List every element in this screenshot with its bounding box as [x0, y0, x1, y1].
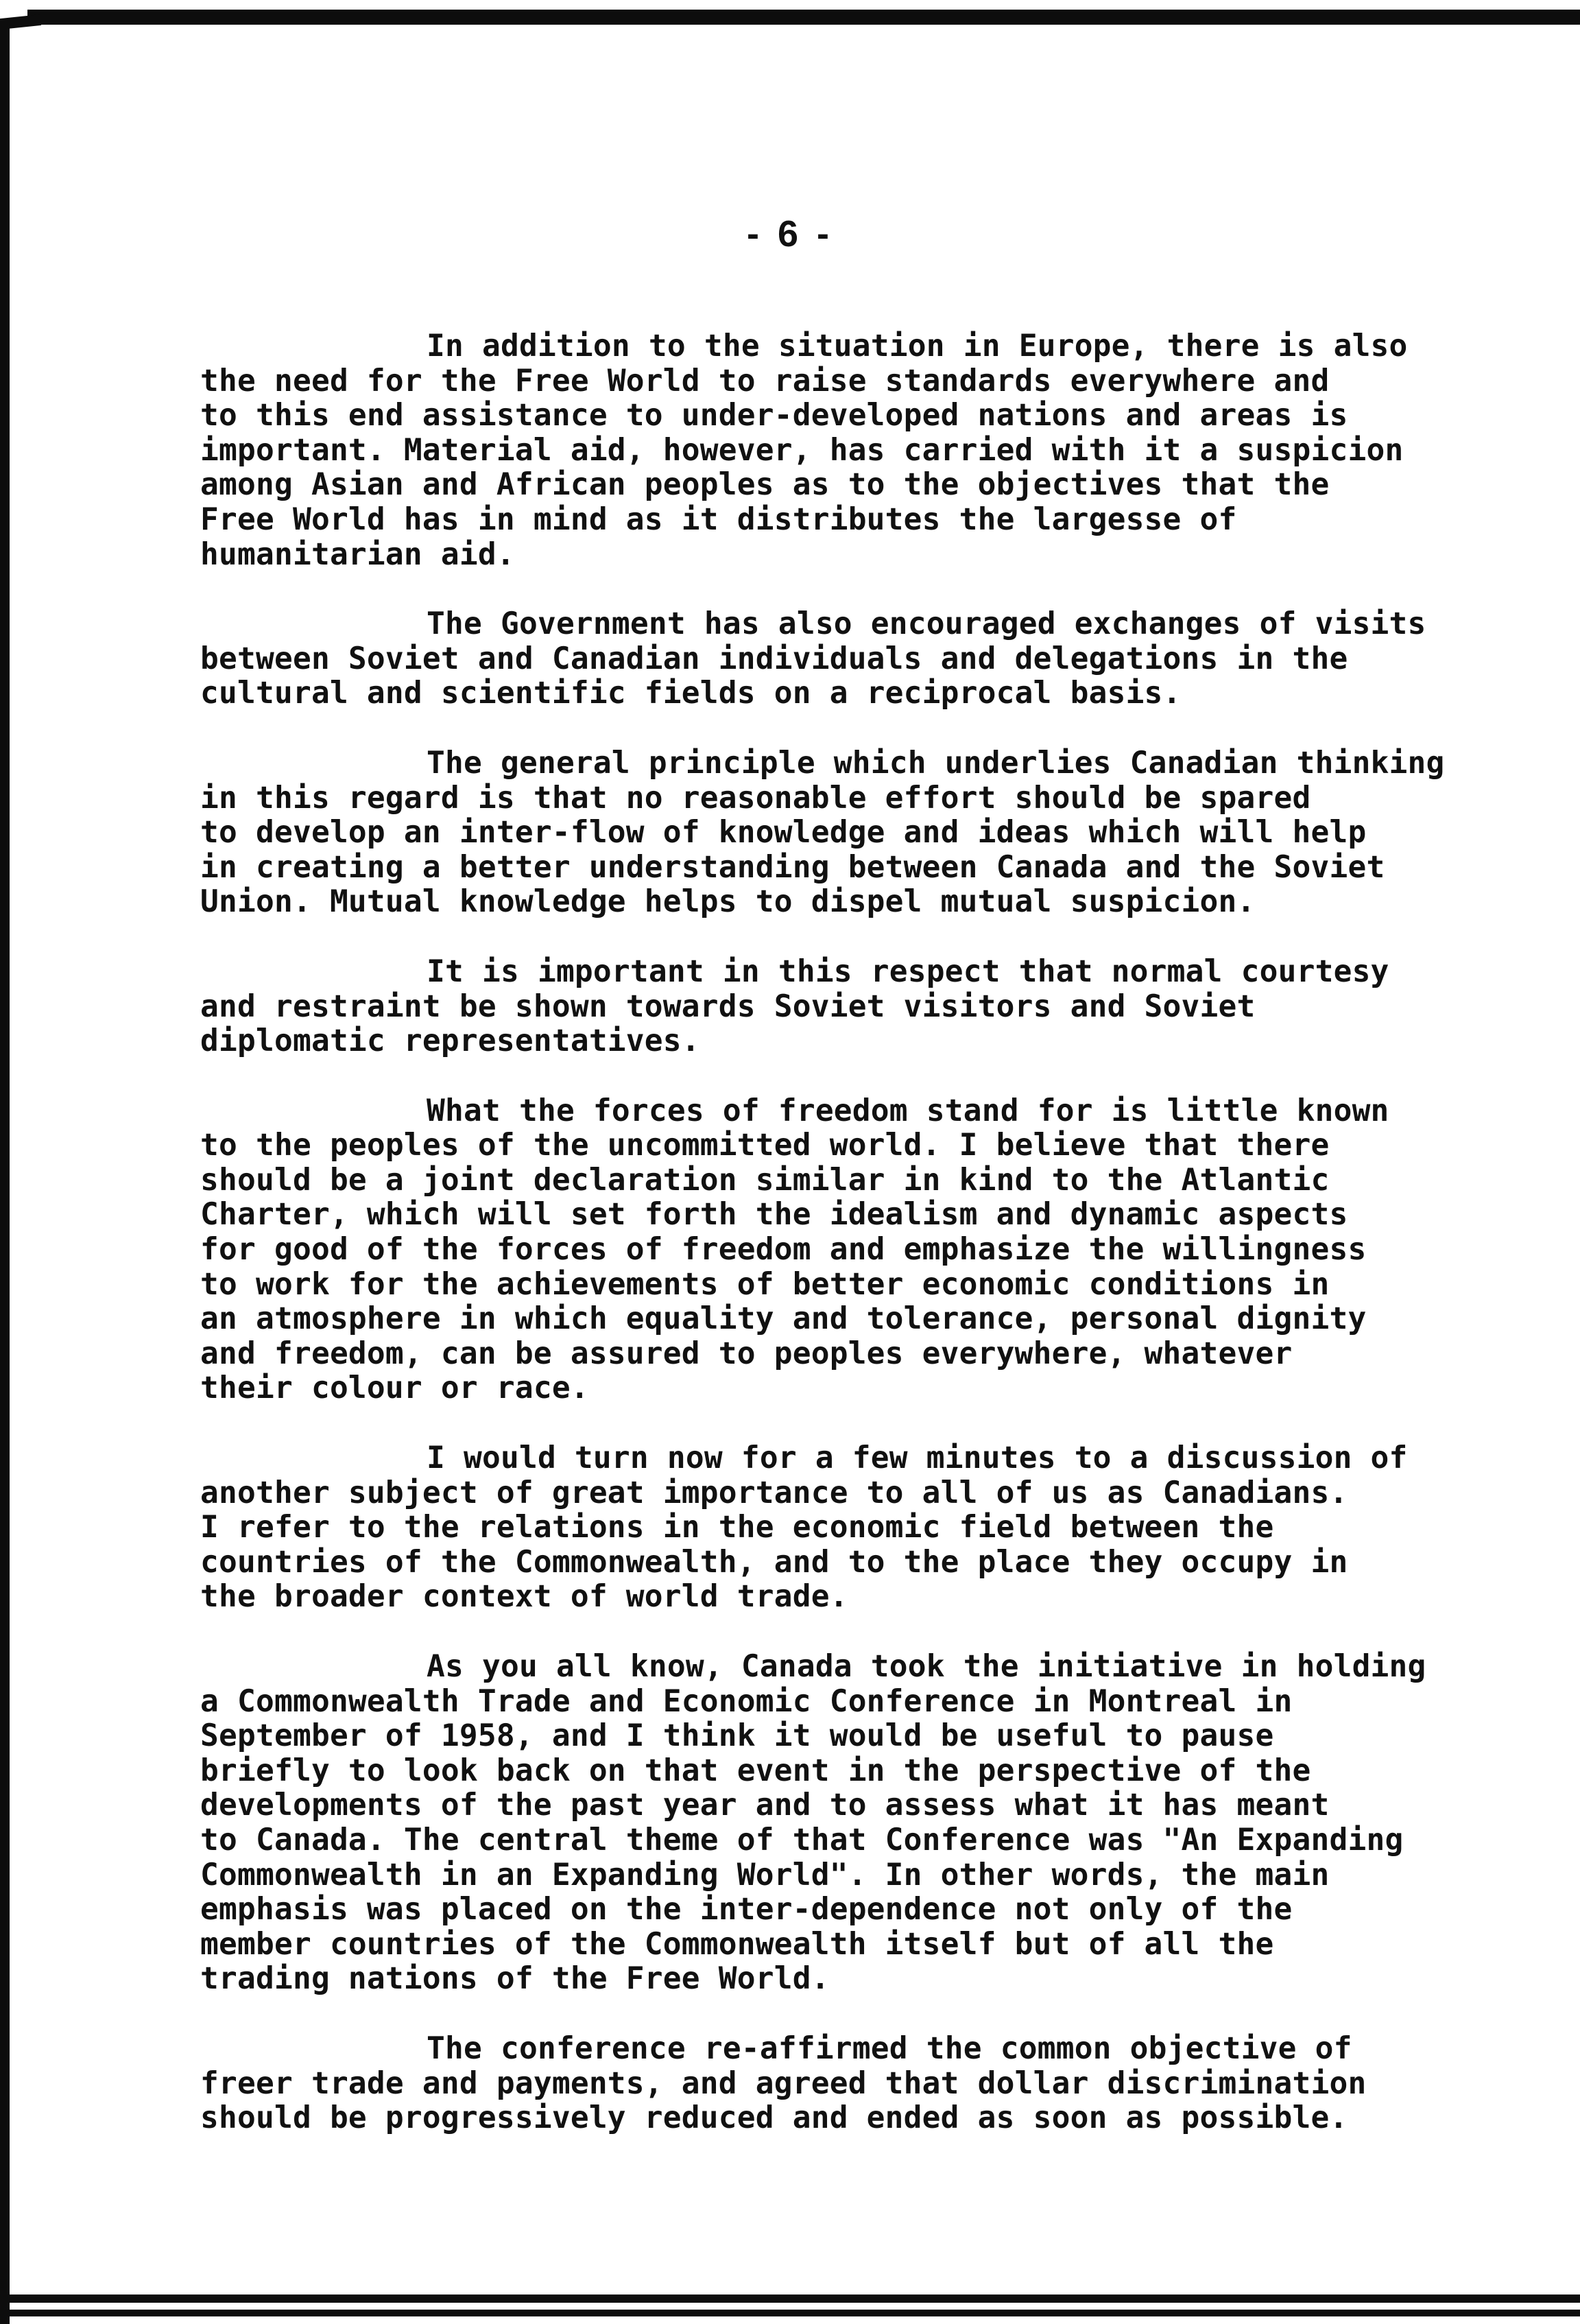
paragraph-commonwealth-relations [200, 1441, 1572, 1615]
text-line: to Canada. The central theme of that Conference was "An Expanding [200, 1822, 1404, 1858]
text-line: humanitarian aid. [200, 536, 515, 572]
text-line: diplomatic representatives. [200, 1023, 700, 1059]
page-bottom-border [0, 2295, 1580, 2324]
text-line: emphasis was placed on the inter-dependence not only of the [200, 1892, 1293, 1928]
text-line: and freedom, can be assured to peoples everywhere, whatever [200, 1336, 1293, 1371]
page-top-border [0, 0, 1580, 27]
text-line: Commonwealth in an Expanding World". In other words, the main [200, 1857, 1330, 1893]
left-border-bar [0, 19, 10, 2324]
text-line: Union. Mutual knowledge helps to dispel mutual suspicion. [200, 884, 1256, 920]
top-border-bar [27, 10, 1580, 25]
text-line: trading nations of the Free World. [200, 1961, 830, 1997]
text-line: to the peoples of the uncommitted world. I believe that there [200, 1128, 1330, 1163]
paragraph-montreal-conference [200, 1650, 1572, 1997]
bottom-border-bar [0, 2310, 1580, 2316]
paragraph-europe-aid [200, 329, 1572, 572]
text-line: freer trade and payments, and agreed that dollar discrimination [200, 2065, 1367, 2101]
text-line: to work for the achievements of better economic conditions in [200, 1266, 1330, 1302]
text-line: September of 1958, and I think it would be useful to pause [200, 1718, 1274, 1754]
text-line: What the forces of freedom stand for is little known [427, 1093, 1389, 1128]
bottom-border-bar [0, 2295, 1580, 2303]
text-line: for good of the forces of freedom and emphasize the willingness [200, 1232, 1367, 1268]
text-line: Charter, which will set forth the idealism and dynamic aspects [200, 1197, 1348, 1233]
paragraph-joint-declaration [200, 1094, 1572, 1406]
text-line: Free World has in mind as it distributes the largesse of [200, 501, 1237, 537]
text-line: the need for the Free World to raise standards everywhere and [200, 363, 1330, 399]
text-line: in creating a better understanding between Canada and the Soviet [200, 849, 1385, 885]
text-line: In addition to the situation in Europe, there is also [427, 329, 1408, 364]
text-line: countries of the Commonwealth, and to the place they occupy in [200, 1544, 1348, 1580]
text-line: member countries of the Commonwealth itself but of all the [200, 1926, 1274, 1962]
paragraph-conference-reaffirmed [200, 2032, 1572, 2136]
text-line: should be a joint declaration similar in kind to the Atlantic [200, 1162, 1330, 1198]
text-line: should be progressively reduced and ended as soon as possible. [200, 2100, 1348, 2136]
text-line: their colour or race. [200, 1371, 589, 1406]
text-line: I refer to the relations in the economic field between the [200, 1510, 1274, 1545]
text-line: to develop an inter-flow of knowledge and ideas which will help [200, 815, 1367, 851]
text-line: among Asian and African peoples as to the objectives that the [200, 467, 1330, 503]
text-line: briefly to look back on that event in the perspective of the [200, 1753, 1311, 1788]
text-line: an atmosphere in which equality and tolerance, personal dignity [200, 1301, 1367, 1337]
text-line: cultural and scientific fields on a reciprocal basis. [200, 676, 1182, 711]
document-body [200, 329, 1572, 2171]
text-line: and restraint be shown towards Soviet visitors and Soviet [200, 988, 1256, 1024]
text-line: the broader context of world trade. [200, 1579, 848, 1615]
text-line: I would turn now for a few minutes to a discussion of [427, 1440, 1408, 1476]
text-line: The general principle which underlies Canadian thinking [427, 745, 1445, 781]
text-line: important. Material aid, however, has carried with it a suspicion [200, 432, 1404, 468]
paragraph-general-principle [200, 746, 1572, 920]
text-line: to this end assistance to under-developed nations and areas is [200, 398, 1348, 434]
page-number: - 6 - [746, 213, 833, 254]
text-line: between Soviet and Canadian individuals and delegations in the [200, 641, 1348, 676]
text-line: It is important in this respect that normal courtesy [427, 953, 1389, 989]
text-line: As you all know, Canada took the initiative in holding [427, 1649, 1426, 1684]
text-line: developments of the past year and to assess what it has meant [200, 1788, 1330, 1823]
text-line: The Government has also encouraged exchanges of visits [427, 606, 1426, 642]
text-line: in this regard is that no reasonable effort should be spared [200, 780, 1311, 816]
text-line: another subject of great importance to all of us as Canadians. [200, 1475, 1348, 1510]
text-line: The conference re-affirmed the common objective of [427, 2030, 1352, 2066]
text-line: a Commonwealth Trade and Economic Conference in Montreal in [200, 1683, 1293, 1719]
paragraph-exchanges [200, 607, 1572, 711]
paragraph-courtesy [200, 955, 1572, 1059]
